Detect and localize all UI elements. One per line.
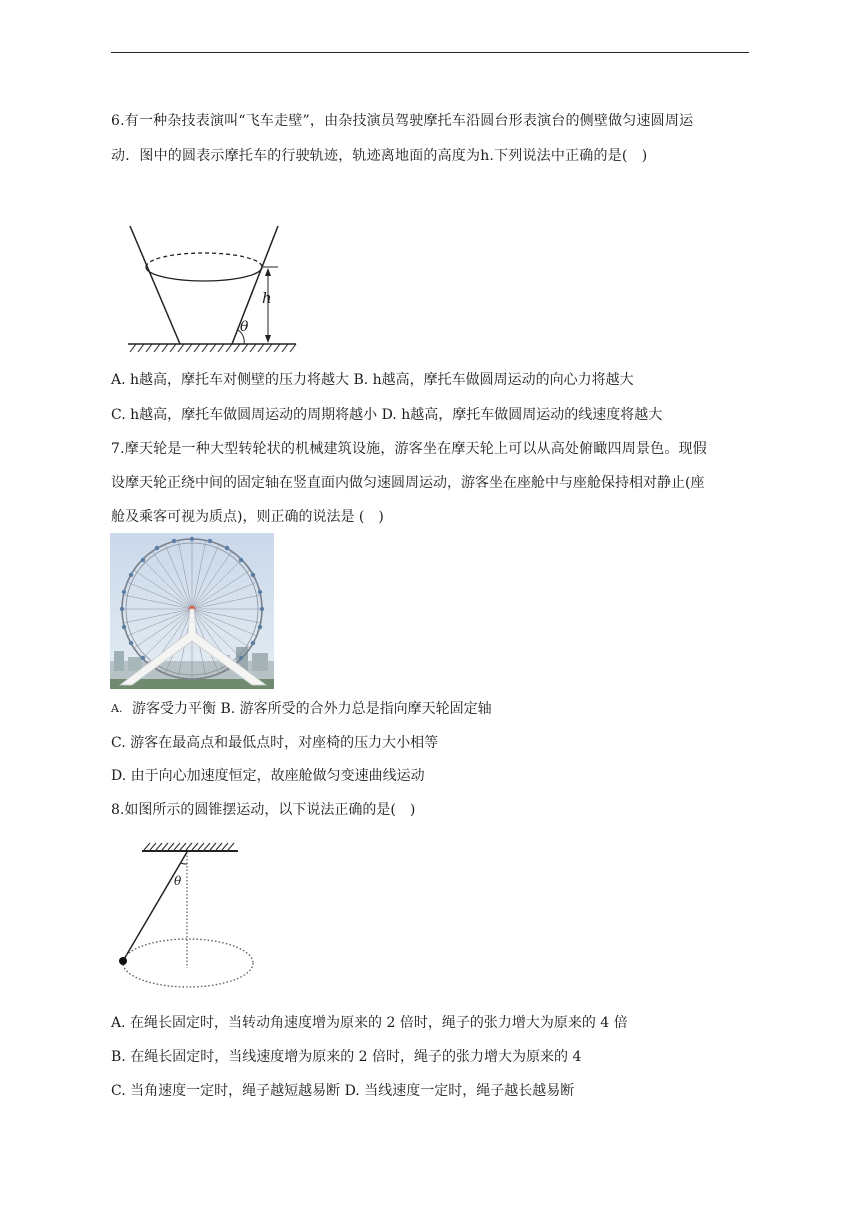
q6-stem-line-2: 动．图中的圆表示摩托车的行驶轨迹，轨迹离地面的高度为h.下列说法中正确的是( ) [111,148,648,164]
q7-stem-line-2: 设摩天轮正绕中间的固定轴在竖直面内做匀速圆周运动，游客坐在座舱中与座舱保持相对静止(座 [111,475,705,491]
q6-label-theta: θ [240,319,249,335]
ferris-wheel-photo [110,533,274,689]
q7-stem-line-3: 舱及乘客可视为质点)，则正确的说法是 ( ) [111,509,384,525]
header-rule [111,52,749,53]
q6-label-h: h [262,289,272,307]
q6-options-line-1: A. h越高，摩托车对侧壁的压力将越大 B. h越高，摩托车做圆周运动的向心力将越大 [111,372,634,388]
q7-option-d: D. 由于向心加速度恒定，故座舱做匀变速曲线运动 [111,768,425,784]
q6-options-line-2: C. h越高，摩托车做圆周运动的周期将越小 D. h越高，摩托车做圆周运动的线速度将越大 [111,407,663,423]
q8-option-c-d: C. 当角速度一定时，绳子越短越易断 D. 当线速度一定时，绳子越长越易断 [111,1083,575,1099]
q8-option-a: A. 在绳长固定时，当转动角速度增为原来的 2 倍时，绳子的张力增大为原来的 4 倍 [111,1015,628,1031]
q8-label-theta: θ [174,874,182,888]
q7-option-c: C. 游客在最高点和最低点时，对座椅的压力大小相等 [111,735,439,751]
q7-option-a-prefix: A. [111,702,123,715]
q7-stem-line-1: 7.摩天轮是一种大型转轮状的机械建筑设施，游客坐在摩天轮上可以从高处俯瞰四周景色。现假 [111,441,707,457]
q8-option-b: B. 在绳长固定时，当线速度增为原来的 2 倍时，绳子的张力增大为原来的 4 [111,1049,582,1065]
q6-cone-figure [120,222,305,354]
q6-stem-line-1: 6.有一种杂技表演叫“飞车走壁”，由杂技演员驾驶摩托车沿圆台形表演台的侧壁做匀速圆周运 [111,113,694,129]
q8-conical-pendulum-figure [112,840,257,1000]
q8-stem: 8.如图所示的圆锥摆运动，以下说法正确的是( ) [111,802,416,818]
q7-option-a-b: 游客受力平衡 B. 游客所受的合外力总是指向摩天轮固定轴 [132,701,492,717]
